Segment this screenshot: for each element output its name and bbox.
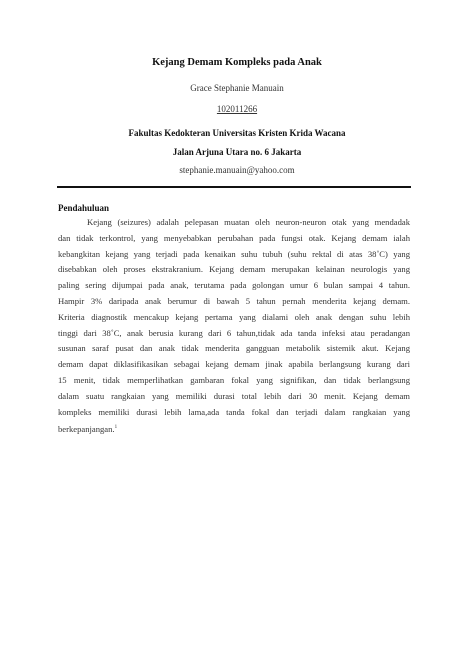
body-line: disebabkan oleh proses ekstrakranium. Kejang demam merupakan kelainan neurologis yang <box>58 264 410 275</box>
body-line: paling sering dijumpai pada anak, terutama pada golongan umur 6 bulan sampai 4 tahun. <box>58 280 410 291</box>
horizontal-rule <box>57 186 411 188</box>
footnote-reference: 1 <box>114 425 118 431</box>
body-line: Kriteria diagnostik mencakup kejang pertama yang dialami oleh anak dengan suhu lebih <box>58 311 410 322</box>
body-line: kompleks memiliki durasi lebih lama,ada tanda fokal dan terjadi dalam rangkaian yang <box>58 406 410 417</box>
address: Jalan Arjuna Utara no. 6 Jakarta <box>172 147 302 157</box>
section-heading: Pendahuluan <box>58 203 110 213</box>
body-line: susunan saraf pusat dan anak tidak menderita gangguan metabolik sistemik akut. Kejang <box>58 343 410 354</box>
body-line-last <box>58 420 410 438</box>
body-line: dalam suatu rangkaian yang memiliki durasi total lebih dari 30 menit. Kejang demam <box>58 390 410 401</box>
student-id: 102011266 <box>216 104 258 114</box>
body-line-text: berkepanjangan. <box>58 424 115 435</box>
body-line: Kejang (seizures) adalah pelepasan muatan oleh neuron-neuron otak yang mendadak <box>87 217 410 227</box>
document-title: Kejang Demam Kompleks pada Anak <box>152 57 322 68</box>
body-line: demam dapat diklasifikasikan sebagai kejang demam jinak apabila berlangsung kurang dari <box>58 359 410 370</box>
body-line: 15 menit, tidak memperlihatkan gambaran fokal yang signifikan, dan tidak berlangsung <box>58 374 410 385</box>
affiliation: Fakultas Kedokteran Universitas Kristen Krida Wacana <box>128 128 346 138</box>
section-body <box>58 215 410 438</box>
body-line: tinggi dari 38˚C, anak berusia kurang dari 6 tahun,tidak ada tanda infeksi atau peradangan <box>58 327 410 338</box>
body-line: kebangkitan kejang yang terjadi pada kenaikan suhu tubuh (suhu rektal di atas 38˚C) yang <box>58 248 410 259</box>
body-line: dan tidak terkontrol, yang menyebabkan perubahan pada fungsi otak. Kejang demam ialah <box>58 232 410 243</box>
body-line: Hampir 3% daripada anak berumur di bawah 5 tahun pernah menderita kejang demam. <box>58 295 410 306</box>
author-name: Grace Stephanie Manuain <box>190 83 284 93</box>
email-address: stephanie.manuain@yahoo.com <box>179 165 295 175</box>
